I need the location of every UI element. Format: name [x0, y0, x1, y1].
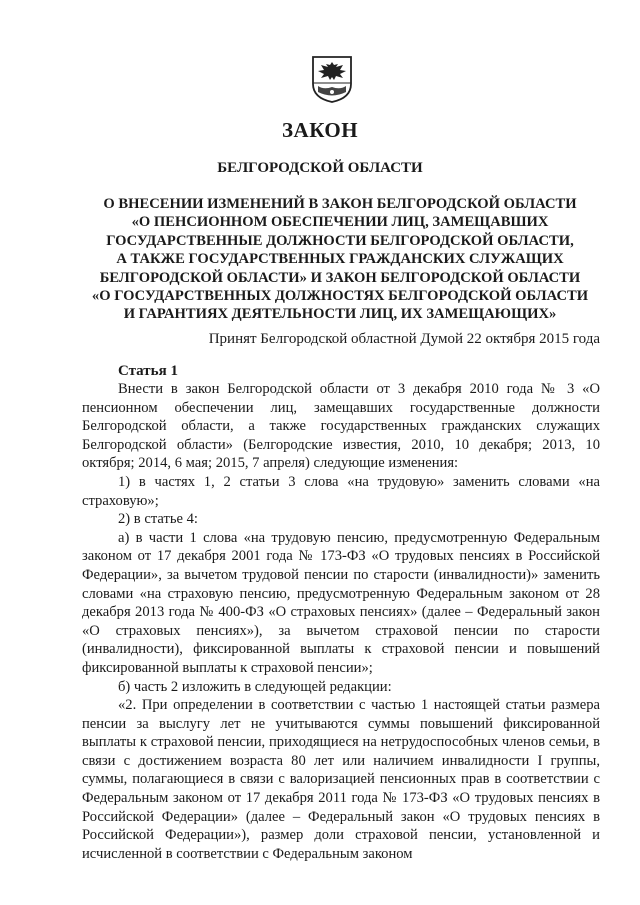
- heading-line: БЕЛГОРОДСКОЙ ОБЛАСТИ» И ЗАКОН БЕЛГОРОДСКОЙ ОБЛАСТИ: [99, 269, 581, 286]
- heading-line: А ТАКЖЕ ГОСУДАРСТВЕННЫХ ГРАЖДАНСКИХ СЛУЖАЩИХ: [116, 251, 564, 268]
- paragraph: б) часть 2 изложить в следующей редакции:: [118, 678, 392, 695]
- heading-line: «О ПЕНСИОННОМ ОБЕСПЕЧЕНИИ ЛИЦ, ЗАМЕЩАВШИХ: [131, 214, 549, 231]
- article-body: [82, 380, 600, 863]
- law-title: ЗАКОН: [281, 118, 359, 142]
- coat-of-arms-emblem: [310, 54, 354, 104]
- heading-line: И ГАРАНТИЯХ ДЕЯТЕЛЬНОСТИ ЛИЦ, ИХ ЗАМЕЩАЮЩИХ»: [123, 306, 557, 323]
- paragraph: 2) в статье 4:: [118, 511, 198, 528]
- paragraph: Внести в закон Белгородской области от 3 декабря 2010 года № 3 «О пенсионном обеспечении лиц, замещавших государственные должности Белгородской области, а также государственных гражданских служащих Белгородской области» (Белгородские известия, 2010, 10 декабря; 2013, 10 октября; 2014, 6 мая; 2015, 7 апреля) следующие изменения:: [82, 381, 600, 472]
- paragraph: «2. При определении в соответствии с частью 1 настоящей статьи размера пенсии за выслугу лет не учитываются суммы повышений фиксированной выплаты к страховой пенсии, приходящиеся на нетрудоспособных членов семьи, в связи с достижением возраста 80 лет или наличием инвалидности I группы, суммы, полагающиеся в связи с валоризацией пенсионных прав в соответствии с Федеральным законом от 17 декабря 2011 года № 173-ФЗ «О трудовых пенсиях в Российской Федерации» (далее – Федеральный закон «О трудовых пенсиях в Российской Федерации»), размер доли страховой пенсии, установленной и исчисленной в соответствии с Федеральным законом: [82, 697, 600, 862]
- article-title: Статья 1: [118, 363, 178, 379]
- adoption-note: Принят Белгородской областной Думой 22 октября 2015 года: [208, 331, 600, 347]
- law-heading: [80, 195, 600, 324]
- heading-line: ГОСУДАРСТВЕННЫЕ ДОЛЖНОСТИ БЕЛГОРОДСКОЙ ОБЛАСТИ,: [106, 232, 574, 249]
- heading-line: «О ГОСУДАРСТВЕННЫХ ДОЛЖНОСТЯХ БЕЛГОРОДСКОЙ ОБЛАСТИ: [91, 288, 589, 305]
- paragraph: а) в части 1 слова «на трудовую пенсию, предусмотренную Федеральным законом от 17 декабря 2001 года № 173-ФЗ «О трудовых пенсиях в Российской Федерации», за вычетом трудовой пенсии по старости (инвалидности)» заменить словами «на страховую пенсию, предусмотренную Федеральным законом от 28 декабря 2013 года № 400-ФЗ «О страховых пенсиях» (далее – Федеральный закон «О страховых пенсиях»), за вычетом страховой пенсии по старости (инвалидности), фиксированной выплаты к страховой пенсии и повышений фиксированной выплаты к страховой пенсии»;: [82, 529, 600, 676]
- heading-line: О ВНЕСЕНИИ ИЗМЕНЕНИЙ В ЗАКОН БЕЛГОРОДСКОЙ ОБЛАСТИ: [103, 196, 577, 212]
- paragraph: 1) в частях 1, 2 статьи 3 слова «на трудовую» заменить словами «на страховую»;: [82, 473, 600, 509]
- region-title: БЕЛГОРОДСКОЙ ОБЛАСТИ: [217, 160, 423, 176]
